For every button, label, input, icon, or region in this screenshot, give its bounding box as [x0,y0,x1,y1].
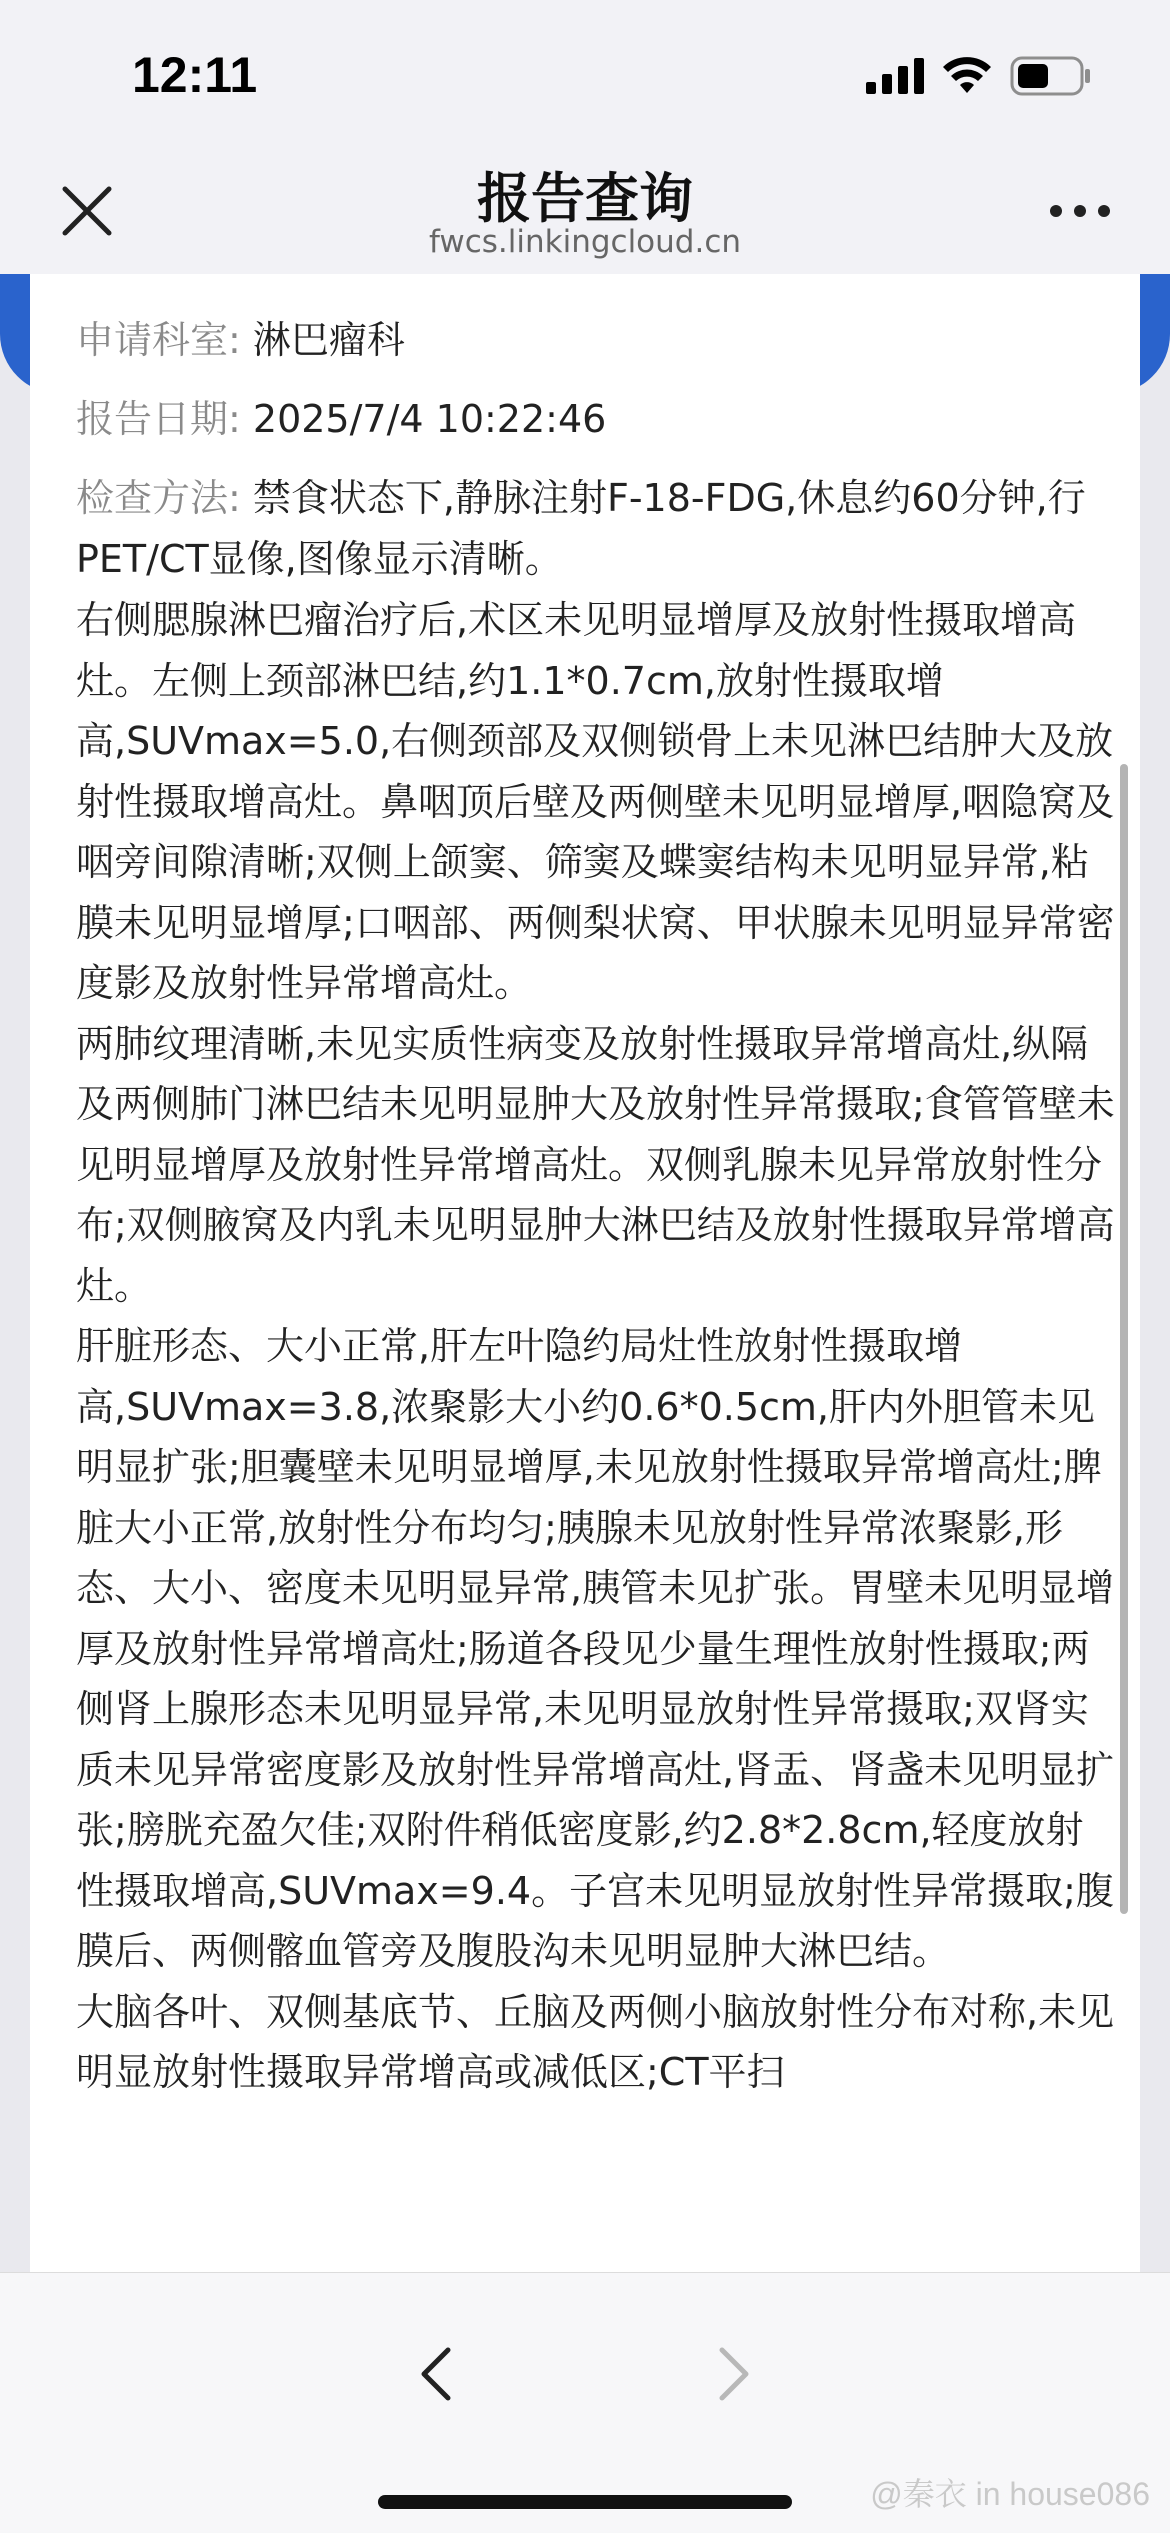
status-bar [0,0,1170,150]
watermark: @秦衣 in house086 [870,2476,1150,2512]
finding-paragraph: 肝脏形态、大小正常,肝左叶隐约局灶性放射性摄取增高,SUVmax=3.8,浓聚影大小约0.6*0.5cm,肝内外胆管未见明显扩张;胆囊壁未见明显增厚,未见放射性摄取异常增高灶;脾脏大小正常,放射性分布均匀;胰腺未见放射性异常浓聚影,形态、大小、密度未见明显异常,胰管未见扩张。胃壁未见明显增厚及放射性异常增高灶;肠道各段见少量生理性放射性摄取;两侧肾上腺形态未见明显异常,未见明显放射性异常摄取;双肾实质未见异常密度影及放射性异常增高灶,肾盂、肾盏未见明显扩张;膀胱充盈欠佳;双附件稍低密度影,约2.8*2.8cm,轻度放射性摄取增高,SUVmax=9.4。子宫未见明显放射性异常摄取;腹膜后、两侧髂血管旁及腹股沟未见明显肿大淋巴结。 [76,1324,1115,1973]
more-icon [1049,204,1111,218]
method-label: 检查方法: [76,476,241,520]
report-date-value: 2025/7/4 10:22:46 [252,397,607,441]
report-content [76,274,1116,2103]
page-url: fwcs.linkingcloud.cn [428,224,742,260]
status-icons [866,56,1092,96]
department-label: 申请科室: [76,318,241,362]
report-card [30,274,1140,2272]
report-date-label: 报告日期: [76,397,241,441]
chevron-left-icon [418,2346,452,2402]
page-title: 报告查询 [477,167,693,230]
more-button[interactable] [1040,186,1120,236]
scrollbar[interactable] [1120,764,1128,1914]
battery-icon [1010,56,1092,96]
chevron-right-icon [718,2346,752,2402]
department-row [76,310,1116,371]
status-time: 12:11 [132,47,258,103]
signal-icon [866,58,924,94]
finding-paragraph: 两肺纹理清晰,未见实质性病变及放射性摄取异常增高灶,纵隔及两侧肺门淋巴结未见明显肿大及放射性异常摄取;食管管壁未见明显增厚及放射性异常增高灶。双侧乳腺未见异常放射性分布;双侧腋窝及内乳未见明显肿大淋巴结及放射性摄取异常增高灶。 [76,1021,1115,1308]
finding-paragraph: 右侧腮腺淋巴瘤治疗后,术区未见明显增厚及放射性摄取增高灶。左侧上颈部淋巴结,约1.1*0.7cm,放射性摄取增高,SUVmax=5.0,右侧颈部及双侧锁骨上未见淋巴结肿大及放射性摄取增高灶。鼻咽顶后壁及两侧壁未见明显增厚,咽隐窝及咽旁间隙清晰;双侧上颌窦、筛窦及蝶窦结构未见明显异常,粘膜未见明显增厚;口咽部、两侧梨状窝、甲状腺未见明显异常密度影及放射性异常增高灶。 [76,598,1115,1005]
department-value: 淋巴瘤科 [252,318,405,362]
back-button[interactable] [400,2339,470,2409]
method-row [76,468,1116,590]
finding-paragraph: 大脑各叶、双侧基底节、丘脑及两侧小脑放射性分布对称,未见明显放射性摄取异常增高或减低区;CT平扫 [76,1989,1115,2094]
bottom-toolbar [0,2272,1170,2533]
nav-header [0,150,1170,274]
forward-button[interactable] [700,2339,770,2409]
method-value: 禁食状态下,静脉注射F-18-FDG,休息约60分钟,行PET/CT显像,图像显示清晰。 [76,476,1086,581]
wifi-icon [942,57,992,95]
report-date-row [76,389,1116,450]
home-indicator[interactable] [378,2495,792,2509]
